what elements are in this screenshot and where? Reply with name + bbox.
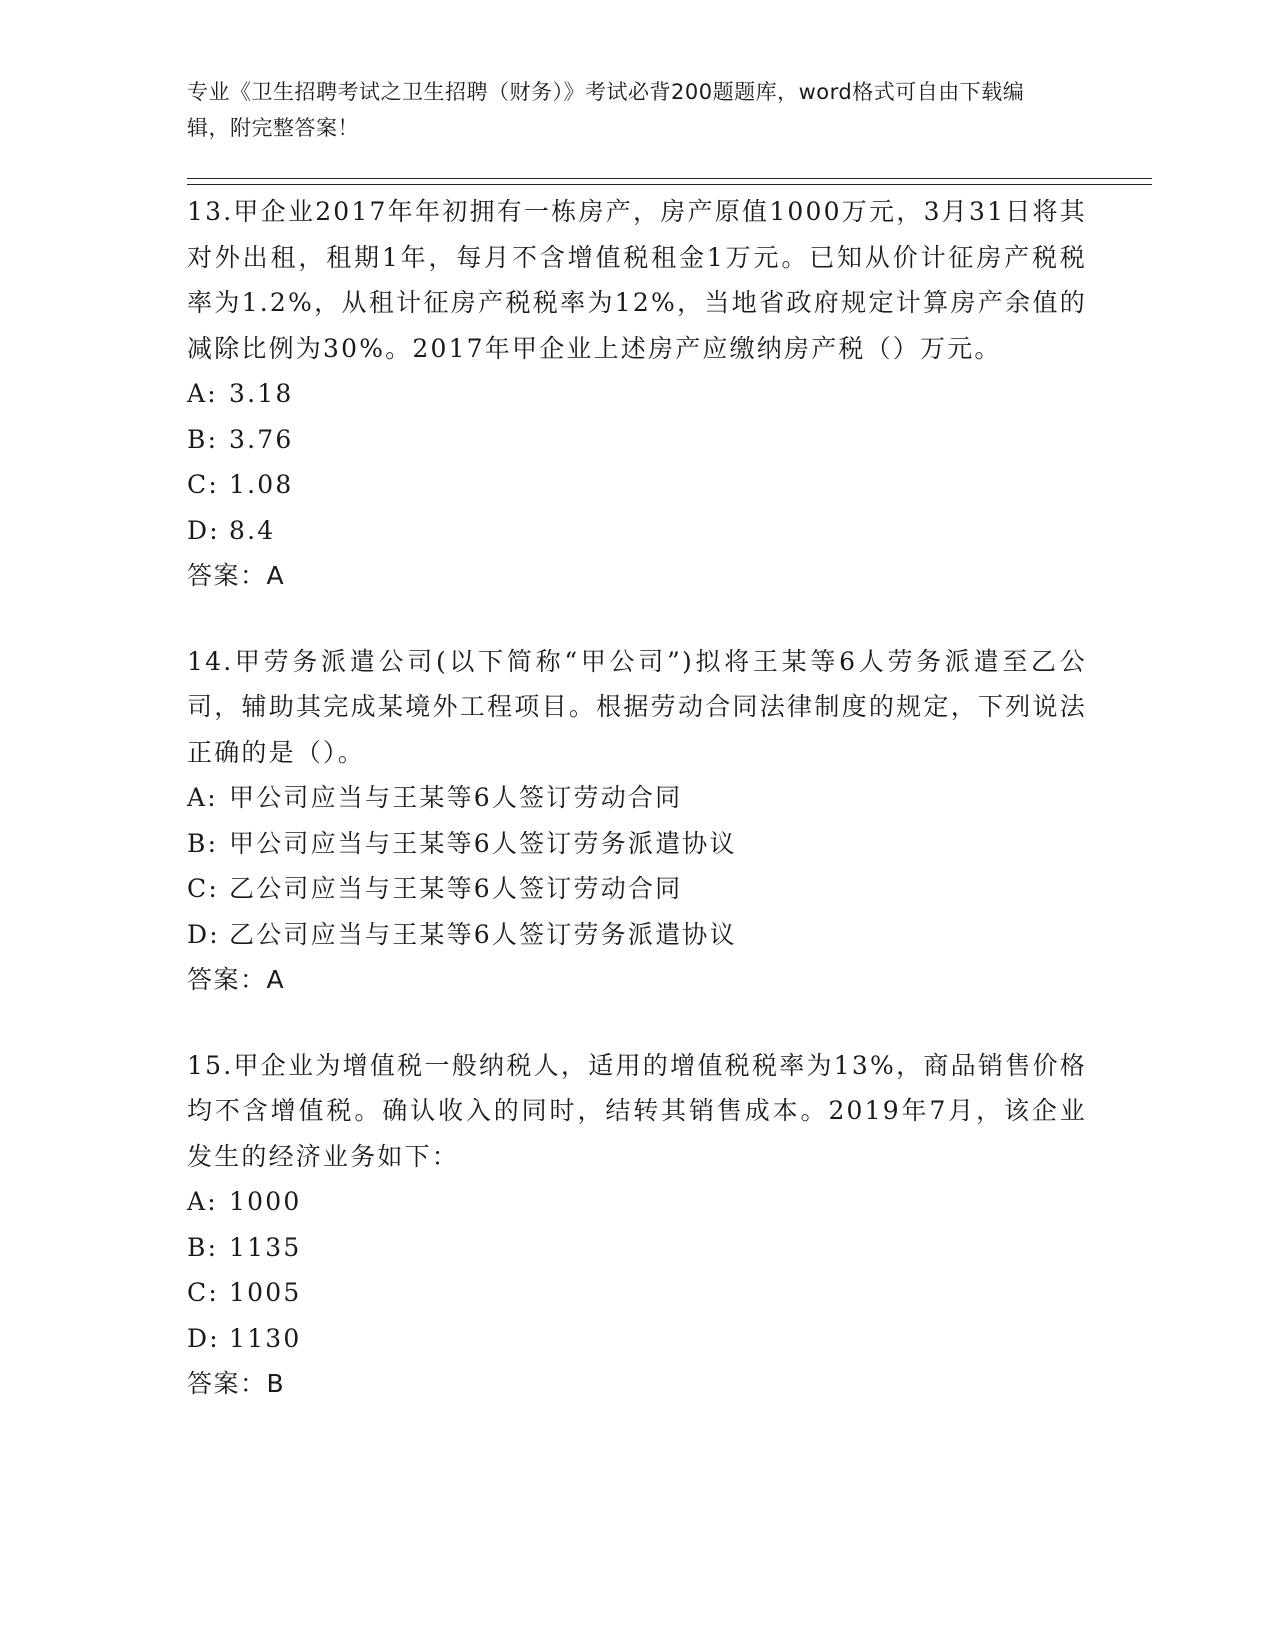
option-text: 1.08 (229, 470, 294, 499)
option-text: 3.18 (229, 379, 294, 408)
answer-label: 答案：A (187, 561, 286, 590)
option-c (187, 1270, 1087, 1316)
question-stem: 13.甲企业2017年年初拥有一栋房产，房产原值1000万元，3月31日将其对外出租，租期1年，每月不含增值税租金1万元。已知从价计征房产税税率为1.2%，从租计征房产税税率为12%，当地省政府规定计算房产余值的减除比例为30%。2017年甲企业上述房产应缴纳房产税（）万元。 (187, 197, 1087, 363)
option-text: 1000 (229, 1187, 302, 1216)
option-b (187, 821, 1087, 867)
option-text: 1135 (229, 1232, 302, 1262)
option-text: 甲公司应当与王某等6人签订劳动合同 (229, 783, 683, 812)
option-key: C: (187, 1278, 219, 1307)
option-key: A: (187, 783, 218, 812)
question-list (187, 189, 1087, 1447)
option-list (187, 1179, 1087, 1361)
option-list (187, 775, 1087, 957)
answer-label: 答案：A (187, 965, 286, 994)
answer-label: 答案：B (187, 1369, 286, 1398)
option-key: D: (187, 1323, 220, 1353)
option-d (187, 1316, 1087, 1362)
option-key: B: (187, 1232, 219, 1262)
option-a (187, 775, 1087, 821)
option-text: 甲公司应当与王某等6人签订劳务派遣协议 (229, 828, 737, 858)
option-key: D: (187, 919, 220, 949)
option-d (187, 508, 1087, 554)
question-15 (187, 1043, 1087, 1407)
option-text: 8.4 (229, 515, 276, 545)
option-d (187, 912, 1087, 958)
option-key: A: (187, 1187, 218, 1216)
option-a (187, 1179, 1087, 1225)
question-stem: 14.甲劳务派遣公司(以下简称“甲公司”)拟将王某等6人劳务派遣至乙公司，辅助其完成某境外工程项目。根据劳动合同法律制度的规定，下列说法正确的是（）。 (187, 646, 1087, 767)
option-b (187, 1225, 1087, 1271)
option-text: 1130 (229, 1323, 302, 1353)
option-key: A: (187, 379, 218, 408)
option-text: 乙公司应当与王某等6人签订劳动合同 (229, 874, 683, 903)
option-list (187, 371, 1087, 553)
option-key: C: (187, 470, 219, 499)
option-b (187, 417, 1087, 463)
option-c (187, 462, 1087, 508)
header-divider-top (187, 178, 1152, 179)
header-divider-bottom (187, 184, 1152, 185)
document-header: 专业《卫生招聘考试之卫生招聘（财务）》考试必背200题题库，word格式可自由下载编辑，附完整答案！ (187, 80, 1025, 140)
option-key: D: (187, 515, 220, 545)
option-text: 3.76 (229, 424, 294, 454)
option-text: 1005 (229, 1278, 302, 1307)
question-stem: 15.甲企业为增值税一般纳税人，适用的增值税税率为13%，商品销售价格均不含增值税。确认收入的同时，结转其销售成本。2019年7月，该企业发生的经济业务如下： (187, 1050, 1087, 1171)
option-text: 乙公司应当与王某等6人签订劳务派遣协议 (229, 919, 737, 949)
option-a (187, 371, 1087, 417)
option-key: C: (187, 874, 219, 903)
option-key: B: (187, 424, 219, 454)
question-13 (187, 189, 1087, 599)
option-key: B: (187, 828, 219, 858)
option-c (187, 866, 1087, 912)
question-14 (187, 639, 1087, 1003)
